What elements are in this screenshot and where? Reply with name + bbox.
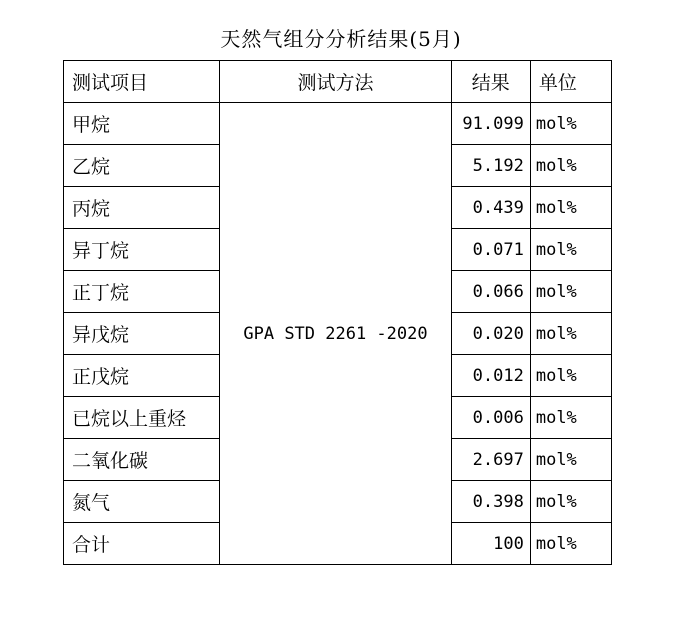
item-cell: 丙烷	[64, 187, 220, 229]
unit-cell: mol%	[530, 313, 611, 355]
result-cell: 100	[451, 523, 530, 565]
item-cell: 正戊烷	[64, 355, 220, 397]
header-item: 测试项目	[64, 61, 220, 103]
unit-cell: mol%	[530, 355, 611, 397]
result-cell: 0.020	[451, 313, 530, 355]
result-cell: 91.099	[451, 103, 530, 145]
item-cell: 二氧化碳	[64, 439, 220, 481]
unit-cell: mol%	[530, 145, 611, 187]
result-cell: 5.192	[451, 145, 530, 187]
page-title: 天然气组分分析结果(5月)	[220, 27, 462, 51]
unit-cell: mol%	[530, 439, 611, 481]
method-cell: GPA STD 2261 -2020	[220, 103, 451, 565]
item-cell: 合计	[64, 523, 220, 565]
unit-cell: mol%	[530, 187, 611, 229]
result-cell: 0.439	[451, 187, 530, 229]
item-cell: 异戊烷	[64, 313, 220, 355]
result-cell: 2.697	[451, 439, 530, 481]
item-cell: 正丁烷	[64, 271, 220, 313]
unit-cell: mol%	[530, 397, 611, 439]
unit-cell: mol%	[530, 523, 611, 565]
header-method: 测试方法	[220, 61, 451, 103]
header-unit: 单位	[530, 61, 611, 103]
item-cell: 氮气	[64, 481, 220, 523]
result-cell: 0.071	[451, 229, 530, 271]
unit-cell: mol%	[530, 103, 611, 145]
unit-cell: mol%	[530, 229, 611, 271]
table-row	[64, 103, 612, 145]
table-header-row	[64, 61, 612, 103]
header-result: 结果	[451, 61, 530, 103]
result-cell: 0.066	[451, 271, 530, 313]
result-cell: 0.398	[451, 481, 530, 523]
item-cell: 甲烷	[64, 103, 220, 145]
result-cell: 0.012	[451, 355, 530, 397]
unit-cell: mol%	[530, 481, 611, 523]
item-cell: 异丁烷	[64, 229, 220, 271]
results-table	[63, 60, 612, 565]
result-cell: 0.006	[451, 397, 530, 439]
item-cell: 已烷以上重烃	[64, 397, 220, 439]
unit-cell: mol%	[530, 271, 611, 313]
item-cell: 乙烷	[64, 145, 220, 187]
